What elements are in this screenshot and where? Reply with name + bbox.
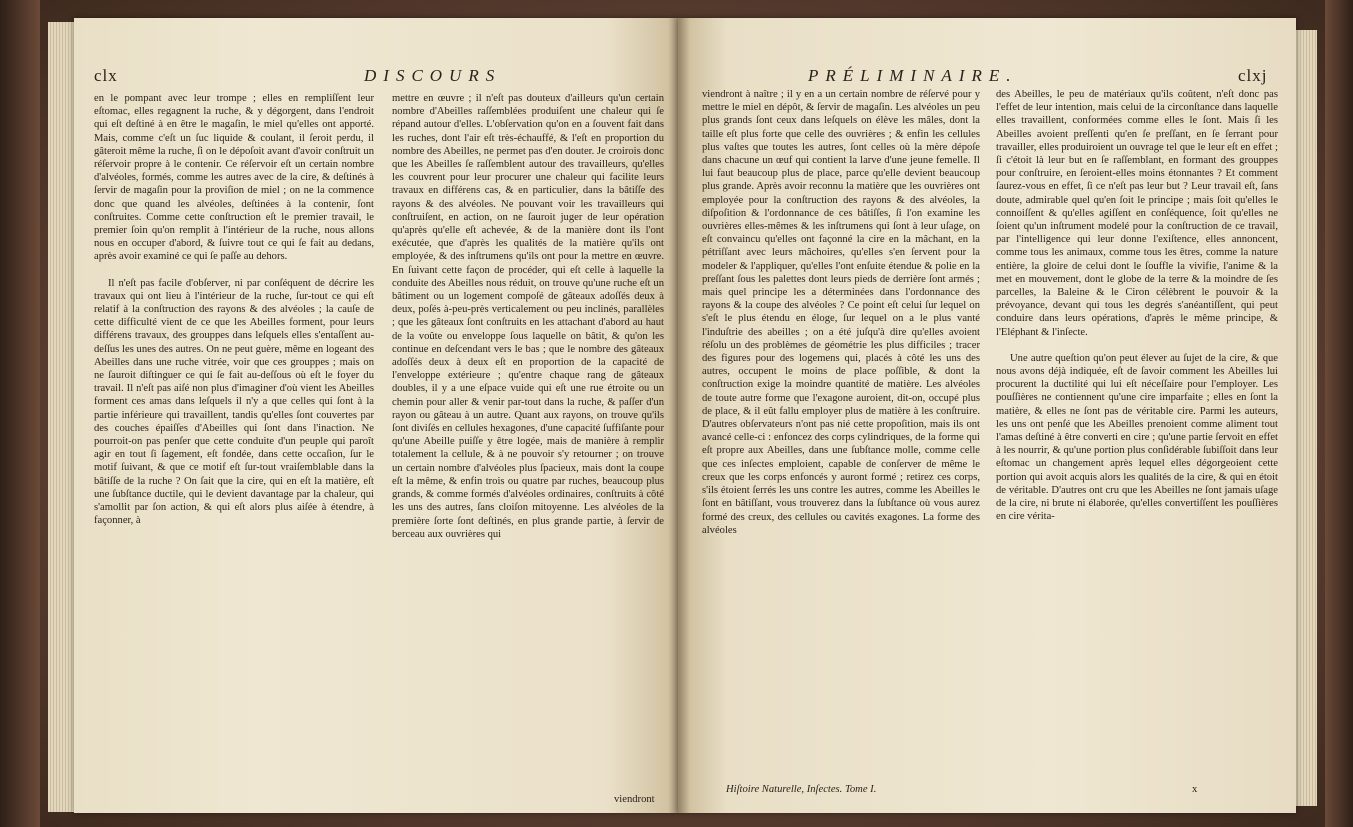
page-number-text: clx — [94, 66, 118, 85]
paragraph: Il n'eſt pas facile d'obſerver, ni par conſéquent de décrire les travaux qui ont lieu à l'intérieur de la ruche, ſur-tout ce qui eſt relatif à la conſtruction des rayons & des alvéoles ; la cauſe de cette difficulté vient de ce que les Abeilles forment, pour leurs différens travaux, des grouppes dans leſquels elles s'entaſſent au-deſſus les unes des autres. On ne peut guère, même en logeant des Abeilles dans une ruche vitrée, voir que ces grouppes ; mais on ne ſauroit diſtinguer ce qui ſe fait au-deſſous où eſt le foyer du travail. Il n'eſt pas aiſé non plus d'imaginer d'où vient les Abeilles forment ces amas dans leſquels il n'y a que celles qui ſont à la partie inférieure qui travaillent, tandis qu'elles ſont couvertes par des couches épaiſſes d'Abeilles qui ſont dans l'inaction. Ne pourroit-on pas penſer que cette conduite d'un peuple qui paroît agir en tout ſi ſagement, eſt fondée, dans cette occaſion, ſur le motif ſuivant, & que ce motif eſt ſur-tout vraiſemblable dans la bâtiſſe de la ruche ? On ſait que la cire, qui en eſt la matière, eſt une ſubſtance ductile, qui le devient davantage par la chaleur, qui s'amollit par ſon action, & qui eſt alors plus aiſée à étendre, à façonner, à — [94, 277, 374, 527]
page-footer: Hiſtoire Naturelle, Inſectes. Tome I. — [726, 784, 877, 795]
right-page-column-1 — [702, 88, 980, 776]
running-title-text: PRÉLIMINAIRE. — [808, 66, 1018, 85]
paragraph: mettre en œuvre ; il n'eſt pas douteux d'ailleurs qu'un certain nombre d'Abeilles raſſemblées produiſent une chaleur qui ſe répand autour d'elles. L'obſervation qu'on en a ſouvent fait dans les ruches, dont l'air eſt très-échauffé, & l'eſt en proportion du nombre des Abeilles, ne permet pas d'en douter. Je croirois donc que les Abeilles ſe raſſemblent autour des travailleurs, qu'elles les couvrent pour leur procurer une chaleur qui facilite leurs travaux en différens cas, & en particulier, dans la bâtiſſe des rayons & des alvéoles. Ne pouvant voir les travailleurs qui conſtruiſent, en action, on ne ſauroit juger de leur opération qu'après qu'elle eſt achevée, & de la manière dont ils l'ont exécutée, que d'après les qualités de la matière qu'ils ont employée, & des inſtrumens qu'ils ont pour la mettre en œuvre. En ſuivant cette façon de procéder, qui eſt celle à laquelle la conduite des Abeilles nous réduit, on trouve qu'une ruche eſt un bâtiment ou un logement compoſé de gâteaux adoſſés deux à deux, poſés à-peu-près verticalement ou peu inclinés, parallèles ; que les gâteaux ſont conſtruits en les attachant d'abord au haut de la voûte ou enveloppe ſous laquelle on bâtit, & qu'on les continue en deſcendant vers le bas ; que le nombre des gâteaux adoſſés deux à deux eſt en proportion de la capacité de l'enveloppe extérieure ; qu'entre chaque rang de gâteaux doubles, il y a une eſpace vuide qui eſt une rue étroite ou un chemin pour aller & venir par-tout dans la ruche, & paſſer d'un rayon ou gâteau à un autre. Quant aux rayons, on trouve qu'ils ſont diviſés en cellules hexagones, d'une capacité ſuffiſante pour qu'une Abeille puiſſe y être logée, mais de manière à remplir totalement la cellule, & à ne pouvoir s'y retourner ; on trouve un certain nombre d'alvéoles plus ſpacieux, mais dont la coupe eſt la même, & enfin trois ou quatre par ruches, beaucoup plus grands, & comme formés d'alvéoles ordinaires, conſtruits à côté les uns des autres, ſans cloiſon mitoyenne. Les alvéoles de la première ſorte ſont deſtinés, en plus grande partie, à ſervir de berceau aux ouvrières qui — [392, 93, 664, 540]
catchword: viendront — [614, 794, 655, 805]
left-page — [74, 18, 678, 813]
left-page-number — [94, 66, 118, 86]
left-page-column-2 — [392, 92, 664, 794]
signature-mark: x — [1192, 784, 1198, 795]
right-running-title — [808, 66, 1018, 86]
paragraph: des Abeilles, le peu de matériaux qu'ils coûtent, n'eſt donc pas l'effet de leur intention, mais celui de la circonſtance dans laquelle elles travaillent, conformées comme elles le ſont. Mais ſi les Abeilles avoient preſſenti qu'en ſe preſſant, en ſe ſerrant pour travailler, elles produiroient un ouvrage tel que le leur eſt en effet ; ſi c'étoit là leur but en ſe raſſemblant, en formant des grouppes pour conſtruire, en ſeroient-elles moins étonnantes ? Et comment ſaurez-vous en effet, ſi ce n'eſt pas leur but ? Leur travail eſt, ſans doute, admirable quel qu'en ſoit le principe ; mais ſoit qu'elles le connoiſſent & qu'elles agiſſent en conſéquence, ſoit qu'elles ne ſoient qu'un inſtrument modelé pour la conſtruction de ce travail, par l'intelligence qui leur donne l'exiſtence, elles annoncent, comme tous les animaux, comme tous les êtres, comme la nature entière, la gloire de celui dont le ſouffle la vivifie, l'anime & la met en mouvement, dont le globe de la terre & la moindre de ſes parcelles, la Baleine & le Ciron célèbrent le pouvoir & la prévoyance, devant qui tous les degrés s'anéantiſſent, qui peut conduire dans leurs opérations, d'après le même principe, & l'Eléphant & l'inſecte. — [996, 89, 1278, 338]
book-gutter — [668, 18, 690, 813]
paragraph: en le pompant avec leur trompe ; elles en rempliſſent leur eſtomac, elles regagnent la ruche, & y dégorgent, dans l'endroit qui eſt deſtiné à en être le magaſin, le miel qu'elles ont apporté. Mais, comme c'eſt un ſuc liquide & coulant, il ſeroit perdu, il gâteroit même la ruche, ſi on le dépoſoit avant d'avoir conſtruit un réſervoir propre à le contenir. Ce réſervoir eſt un certain nombre d'alvéoles, formés, comme les autres avec de la cire, & deſtinés à ſervir de magaſin pour la proviſion de miel ; on ne la commence donc que quand les alvéoles, deſtinées à la contenir, ſont conſtruites. Comme cette conſtruction eſt le premier travail, le premier ſoin qu'on remplit à l'intérieur de la ruche, nous allons nous en occuper d'abord, & ſuivre tout ce qui ſe fait au dedans, après avoir examiné ce qui ſe paſſe au dehors. — [94, 93, 374, 263]
right-page — [678, 18, 1296, 813]
book-cover-left — [0, 0, 40, 827]
right-page-number — [1238, 66, 1268, 86]
page-stack-right — [1295, 30, 1317, 806]
running-title-text: DISCOURS — [364, 66, 502, 85]
paragraph: viendront à naître ; il y en a un certain nombre de réſervé pour y mettre le miel en dépôt, & ſervir de magaſin. Les alvéoles un peu plus grands ſont ceux dans leſquels on élève les mâles, dont la taille eſt plus forte que celle des ouvrières ; & enfin les cellules plus vaſtes que toutes les autres, ſont celles où la mère dépoſe dans chacune un œuf qui contient la larve d'une jeune femelle. Il lui faut beaucoup plus de place, parce qu'elle devient beaucoup plus grande. Après avoir reconnu la matière que les ouvrières ont employée pour la conſtruction des rayons & des alvéoles, la diſpoſition & l'ordonnance de ces bâtiſſes, ſi l'on examine les ouvrières elles-mêmes & les inſtrumens qui ſont à leur uſage, on eſt convaincu qu'elles ont façonné la cire en la mâchant, en la pétriſſant avec leurs mâchoires, qu'elles s'en ſervent pour la modeler & l'appliquer, qu'elles l'ont enſuite étendue & polie en la preſſant ſous les palettes dont leurs pieds de derrière ſont armés ; mais quel principe les a déterminées dans l'ordonnance des rayons & la coupe des alvéoles ? Ce point eſt celui ſur lequel on s'eſt le plus étendu en éloge, ſur lequel on a le plus vanté l'induſtrie des abeilles ; on a été juſqu'à dire qu'elles avoient réſolu un des problèmes de géométrie les plus difficiles ; tracer des figures pour des logemens qui, placés à côté les uns des autres, occupent le moins de place poſſible, & dont la conſtruction exige la moindre quantité de matière. Les alvéoles de toute autre forme que l'exagone auroient, dit-on, occupé plus de place, & il eût fallu employer plus de matière à les conſtruire. D'autres obſervateurs n'ont pas nié cette propoſition, mais ils ont avancé celle-ci : enfoncez des corps cylindriques, de la forme qui eſt propre aux Abeilles, dans une ſubſtance molle, comme celle que ces inſectes emploient, capable de conſerver de même le creux que les corps enfoncés y auront formé ; retirez ces corps, s'ils étoient ſerrés les uns contre les autres, comme les Abeilles le ſont en bâtiſſant, vous trouverez dans la ſubſtance où vous aurez formé des creux, des cellules ou cavités exagones. La forme des alvéoles — [702, 89, 980, 536]
left-page-column-1 — [94, 92, 374, 807]
right-page-column-2 — [996, 88, 1278, 798]
page-number-text: clxj — [1238, 66, 1268, 85]
book-cover-right — [1325, 0, 1353, 827]
paragraph: Une autre queſtion qu'on peut élever au ſujet de la cire, & que nous avons déjà indiquée, eſt de ſavoir comment les Abeilles lui procurent la ductilité qui lui eſt néceſſaire pour l'employer. Les pouſſières ne contiennent qu'une cire imparfaite ; elles en ſont la matière, & elles ne ſont pas de véritable cire. Parmi les auteurs, les uns ont penſé que les Abeilles prenoient comme aliment tout l'amas deſtiné à être converti en cire ; qu'une partie ſervoit en effet à les nourrir, & qu'une portion plus conſidérable ſubiſſoit dans leur eſtomac un changement après lequel elles dégorgeoient cette portion qui avoit acquis alors les qualités de la cire, & qui en étoit de véritable. D'autres ont cru que les Abeilles ne ſont jamais uſage de la cire, ni brute ni élaborée, qu'elles convertiſſent les pouſſières en cire vérita- — [996, 352, 1278, 523]
left-running-title — [364, 66, 501, 86]
